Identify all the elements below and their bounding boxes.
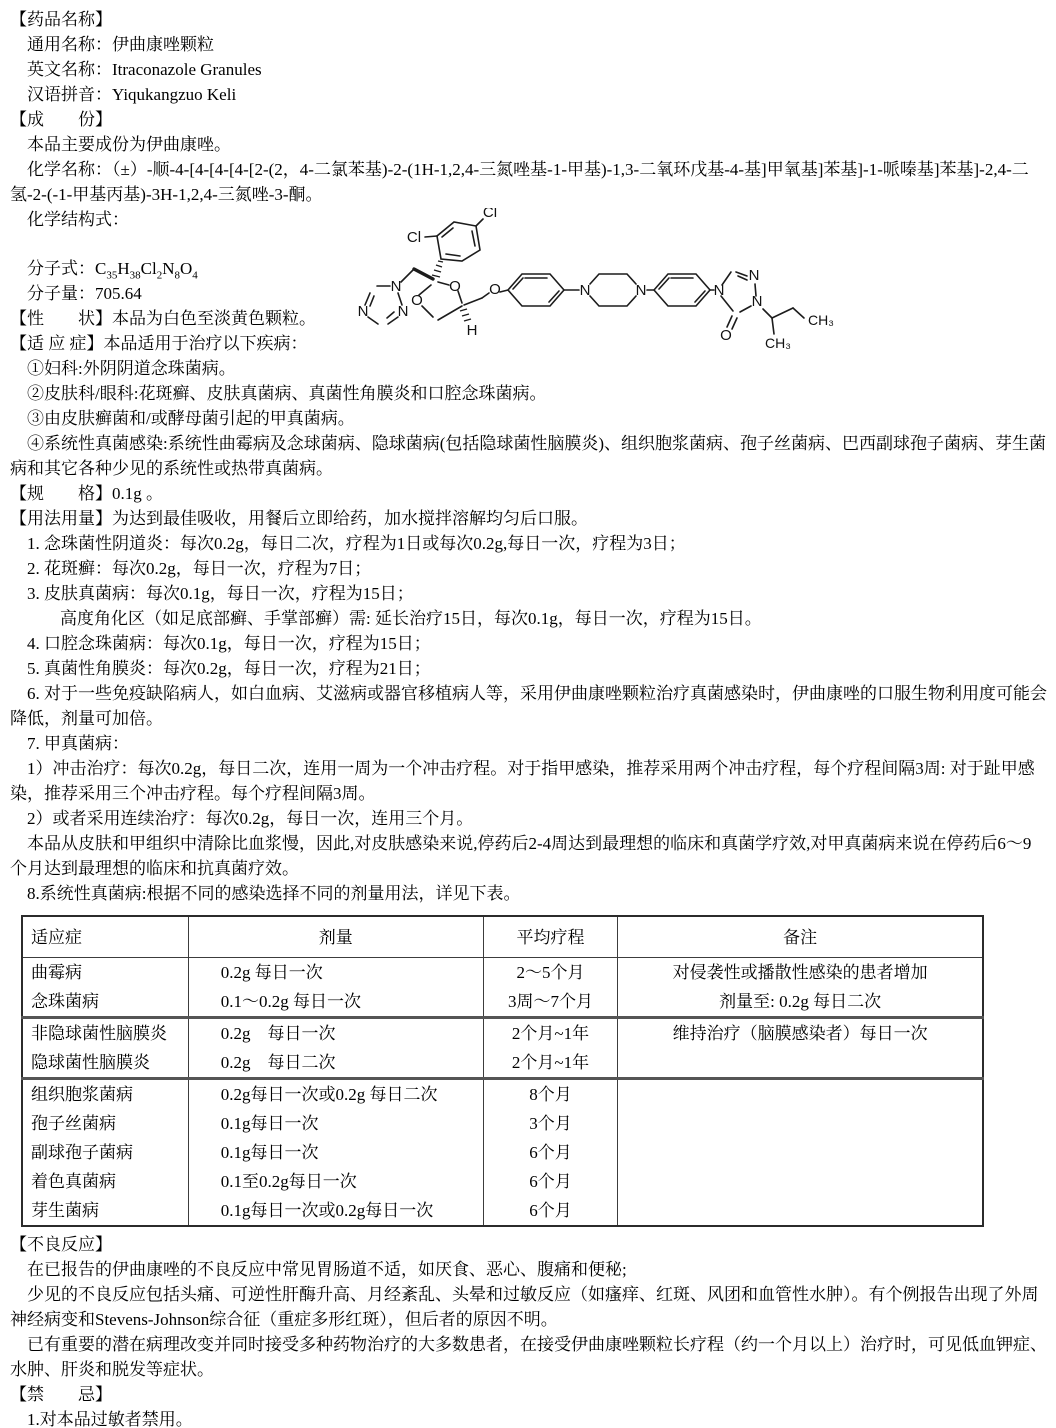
table-header-cell: 平均疗程 (483, 916, 618, 958)
leaflet-text-bottom (10, 1232, 1048, 1428)
text-line: 通用名称：伊曲康唑颗粒 (27, 35, 214, 54)
dioxolane-o-left-icon: O (411, 292, 423, 309)
chemical-structure-svg (352, 208, 1052, 370)
table-cell: 芽生菌病 (22, 1196, 188, 1226)
text-line: 化学名称：（±）-顺-4-[4-[4-[4-[2-(2，4-二氯苯基)-2-(1H-1,2,4-三氮唑基-1-甲基)-1,3-二氧环戊基-4-基]甲氧基]苯基]-1-哌嗪基]苯基]-2,4-二氢-2-(-1-甲基丙基)-3H-1,2,4-三氮唑-3-酮。 (10, 160, 1029, 204)
piperazine-n-right-icon: N (635, 282, 647, 299)
table-row (22, 1167, 983, 1196)
dosage-table-body (22, 958, 983, 1227)
methyl-a-icon: CH₃ (765, 335, 791, 351)
table-cell: 0.1g每日一次 (188, 1138, 483, 1167)
table-cell: 剂量至: 0.2g 每日二次 (618, 987, 983, 1018)
dosage-table-header (22, 916, 983, 958)
text-line: ③由皮肤癣菌和/或酵母菌引起的甲真菌病。 (27, 409, 355, 428)
chemical-structure-diagram (352, 208, 1052, 370)
carbonyl-o-icon: O (720, 327, 732, 344)
table-cell: 组织胞浆菌病 (22, 1079, 188, 1110)
formula-subscript: 2 (156, 269, 163, 282)
text-line: 在已报告的伊曲康唑的不良反应中常见胃肠道不适，如厌食、恶心、腹痛和便秘; (27, 1260, 627, 1279)
table-row (22, 987, 983, 1018)
cl-top-icon: Cl (482, 208, 498, 221)
table-header-cell: 备注 (618, 916, 983, 958)
table-cell: 0.2g每日一次或0.2g 每日二次 (188, 1079, 483, 1110)
table-header-cell: 剂量 (188, 916, 483, 958)
table-cell: 曲霉病 (22, 958, 188, 988)
triazolone-n1-icon: N (751, 293, 763, 310)
text-line: 分子量：705.64 (27, 284, 142, 303)
table-cell (618, 1138, 983, 1167)
cl-left-icon: Cl (406, 229, 422, 246)
table-cell (618, 1109, 983, 1138)
text-line: ①妇科:外阴阴道念珠菌病。 (27, 359, 236, 378)
section-heading: 【禁 忌】 (10, 1385, 112, 1404)
text-line: 3. 皮肤真菌病：每次0.1g，每日一次，疗程为15日； (27, 584, 414, 603)
section-heading: 【适 应 症】本品适用于治疗以下疾病： (10, 334, 308, 353)
stereo-h-icon: H (466, 322, 478, 339)
section-heading: 【规 格】0.1g 。 (10, 484, 163, 503)
text-line: 1.对本品过敏者禁用。 (27, 1410, 193, 1428)
table-cell: 6个月 (483, 1196, 618, 1226)
section-heading: 【用法用量】为达到最佳吸收，用餐后立即给药，加水搅拌溶解均匀后口服。 (10, 509, 588, 528)
table-cell: 隐球菌性脑膜炎 (22, 1048, 188, 1079)
table-cell: 3周～7个月 (483, 987, 618, 1018)
table-cell: 2个月~1年 (483, 1018, 618, 1049)
table-cell: 0.1g每日一次 (188, 1109, 483, 1138)
table-cell: 维持治疗（脑膜感染者）每日一次 (618, 1018, 983, 1049)
text-line: 汉语拼音：Yiqukangzuo Keli (27, 85, 237, 104)
table-header-cell: 适应症 (22, 916, 188, 958)
table-cell: 0.2g 每日一次 (188, 1018, 483, 1049)
text-line: 7. 甲真菌病： (27, 734, 129, 753)
table-cell: 非隐球菌性脑膜炎 (22, 1018, 188, 1049)
text-line: 2. 花斑癣：每次0.2g，每日一次，疗程为7日； (27, 559, 372, 578)
text-line: 6. 对于一些免疫缺陷病人，如白血病、艾滋病或器官移植病人等，采用伊曲康唑颗粒治疗真菌感染时，伊曲康唑的口服生物利用度可能会降低，剂量可加倍。 (10, 684, 1047, 728)
table-cell: 6个月 (483, 1167, 618, 1196)
table-row (22, 1048, 983, 1079)
text-line: 英文名称：Itraconazole Granules (27, 60, 262, 79)
text-line: 4. 口腔念珠菌病：每次0.1g，每日一次，疗程为15日； (27, 634, 431, 653)
triazolone-n4-icon: N (713, 282, 725, 299)
table-row (22, 1018, 983, 1049)
triazole-n2-icon: N (397, 303, 409, 320)
table-cell: 念珠菌病 (22, 987, 188, 1018)
table-cell: 副球孢子菌病 (22, 1138, 188, 1167)
table-cell: 3个月 (483, 1109, 618, 1138)
text-line: 本品从皮肤和甲组织中清除比血浆慢，因此,对皮肤感染来说,停药后2-4周达到最理想的临床和真菌学疗效,对甲真菌病来说在停药后6～9个月达到最理想的临床和抗真菌疗效。 (10, 834, 1032, 878)
section-heading: 【成 份】 (10, 110, 112, 129)
table-row (22, 1079, 983, 1110)
text-line: 1. 念珠菌性阴道炎：每次0.2g，每日二次，疗程为1日或每次0.2g,每日一次，疗程为3日； (27, 534, 686, 553)
table-cell: 对侵袭性或播散性感染的患者增加 (618, 958, 983, 988)
dosage-table (21, 915, 984, 1227)
table-cell: 6个月 (483, 1138, 618, 1167)
formula-subscript: 8 (174, 269, 180, 282)
text-line: 高度角化区（如足底部癣、手掌部癣）需: 延长治疗15日，每次0.1g，每日一次，疗程为15日。 (60, 609, 762, 628)
formula-subscript: 38 (129, 269, 141, 282)
text-line: 2）或者采用连续治疗：每次0.2g，每日一次，连用三个月。 (27, 809, 474, 828)
dioxolane-o-top-icon: O (449, 278, 461, 295)
leaflet-text-top (10, 7, 1048, 906)
triazole-n1-icon: N (390, 278, 402, 295)
section-heading: 【不良反应】 (10, 1235, 112, 1254)
formula-subscript: 35 (106, 269, 118, 282)
table-cell: 0.2g 每日一次 (188, 958, 483, 988)
triazolone-n2-icon: N (748, 267, 760, 284)
table-cell: 2个月~1年 (483, 1048, 618, 1079)
table-cell: 8个月 (483, 1079, 618, 1110)
table-row (22, 1109, 983, 1138)
text-line: ④系统性真菌感染:系统性曲霉病及念球菌病、隐球菌病(包括隐球菌性脑膜炎)、组织胞浆菌病、孢子丝菌病、巴西副球孢子菌病、芽生菌病和其它各种少见的系统性或热带真菌病。 (10, 434, 1047, 478)
table-cell: 2～5个月 (483, 958, 618, 988)
table-cell: 0.1～0.2g 每日一次 (188, 987, 483, 1018)
section-heading: 【药品名称】 (10, 10, 112, 29)
table-cell (618, 1079, 983, 1110)
text-line: 已有重要的潜在病理改变并同时接受多种药物治疗的大多数患者，在接受伊曲康唑颗粒长疗程（约一个月以上）治疗时，可见低血钾症、水肿、肝炎和脱发等症状。 (10, 1335, 1047, 1379)
text-line: 5. 真菌性角膜炎：每次0.2g，每日一次，疗程为21日； (27, 659, 431, 678)
table-cell: 0.2g 每日二次 (188, 1048, 483, 1079)
table-cell: 0.1至0.2g每日一次 (188, 1167, 483, 1196)
text-line: 化学结构式： (27, 210, 129, 229)
formula-subscript: 4 (192, 269, 198, 282)
table-cell: 着色真菌病 (22, 1167, 188, 1196)
text-line: 8.系统性真菌病:根据不同的感染选择不同的剂量用法，详见下表。 (27, 884, 521, 903)
text-line: 少见的不良反应包括头痛、可逆性肝酶升高、月经紊乱、头晕和过敏反应（如瘙痒、红斑、风团和血管性水肿）。有个例报告出现了外周神经病变和Stevens-Johnson综合征（重症多形红斑），但后者的原因不明。 (10, 1285, 1039, 1329)
text-line: 本品主要成份为伊曲康唑。 (27, 135, 231, 154)
table-cell: 孢子丝菌病 (22, 1109, 188, 1138)
table-row (22, 958, 983, 988)
methyl-b-icon: CH₃ (808, 312, 834, 328)
triazole-n4-icon: N (357, 303, 369, 320)
text-line: 1）冲击治疗：每次0.2g，每日二次，连用一周为一个冲击疗程。对于指甲感染，推荐采用两个冲击疗程，每个疗程间隔3周: 对于趾甲感染，推荐采用三个冲击疗程。每个疗程间隔3周。 (10, 759, 1035, 803)
table-cell (618, 1196, 983, 1226)
piperazine-n-left-icon: N (579, 282, 591, 299)
table-cell (618, 1167, 983, 1196)
section-heading: 【性 状】本品为白色至淡黄色颗粒。 (10, 309, 316, 328)
table-row (22, 1196, 983, 1226)
ether-o-icon: O (489, 281, 501, 298)
table-cell: 0.1g每日一次或0.2g每日一次 (188, 1196, 483, 1226)
table-row (22, 1138, 983, 1167)
text-line: 分子式：$C_{35}H_{38}Cl_2N_8O_4$ (10, 259, 198, 282)
text-line: ②皮肤科/眼科:花斑癣、皮肤真菌病、真菌性角膜炎和口腔念珠菌病。 (27, 384, 547, 403)
table-cell (618, 1048, 983, 1079)
